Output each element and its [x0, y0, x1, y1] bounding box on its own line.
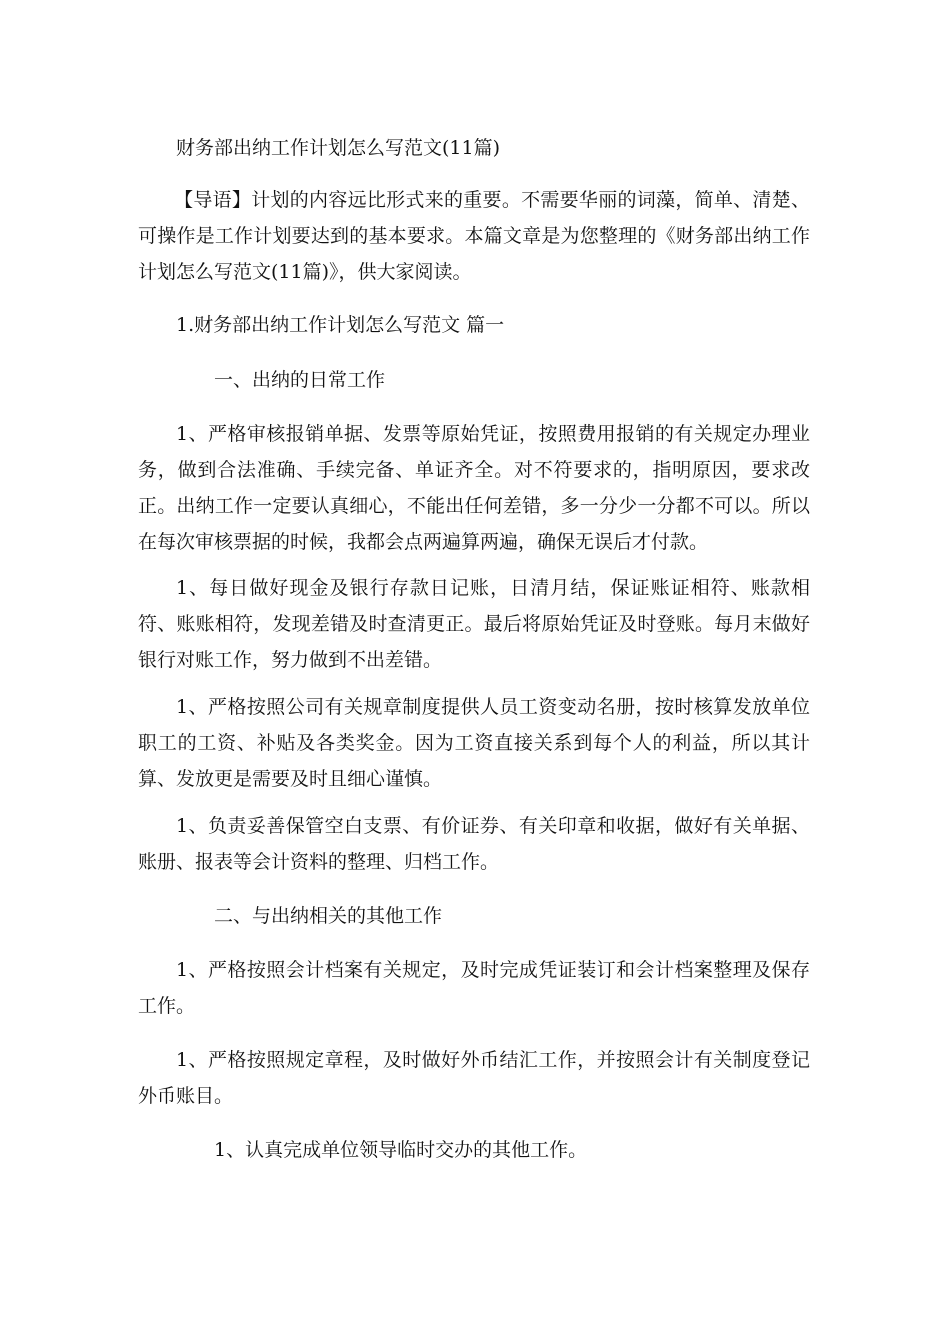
section1-item-2: 1、每日做好现金及银行存款日记账，日清月结，保证账证相符、账款相符、账账相符，发现差错及时查清更正。最后将原始凭证及时登账。每月末做好银行对账工作，努力做到不出差错。 — [138, 577, 810, 671]
section2-item-1: 1、严格按照会计档案有关规定，及时完成凭证装订和会计档案整理及保存工作。 — [138, 959, 810, 1017]
section1-item-4: 1、负责妥善保管空白支票、有价证券、有关印章和收据，做好有关单据、账册、报表等会计资料的整理、归档工作。 — [138, 815, 810, 873]
article-heading: 1.财务部出纳工作计划怎么写范文 篇一 — [176, 314, 505, 336]
section2-item-2: 1、严格按照规定章程，及时做好外币结汇工作，并按照会计有关制度登记外币账目。 — [138, 1049, 810, 1107]
section1-item-1: 1、严格审核报销单据、发票等原始凭证，按照费用报销的有关规定办理业务，做到合法准确、手续完备、单证齐全。对不符要求的，指明原因，要求改正。出纳工作一定要认真细心，不能出任何差错，多一分少一分都不可以。所以在每次审核票据的时候，我都会点两遍算两遍，确保无误后才付款。 — [138, 423, 810, 553]
section-heading-1: 一、出纳的日常工作 — [214, 369, 386, 391]
section1-item-3: 1、严格按照公司有关规章制度提供人员工资变动名册，按时核算发放单位职工的工资、补贴及各类奖金。因为工资直接关系到每个人的利益，所以其计算、发放更是需要及时且细心谨慎。 — [138, 696, 810, 790]
section2-item-3: 1、认真完成单位领导临时交办的其他工作。 — [214, 1139, 588, 1161]
intro-paragraph: 【导语】计划的内容远比形式来的重要。不需要华丽的词藻，简单、清楚、可操作是工作计划要达到的基本要求。本篇文章是为您整理的《财务部出纳工作计划怎么写范文(11篇)》，供大家阅读。 — [138, 189, 810, 283]
document-title: 财务部出纳工作计划怎么写范文(11篇) — [176, 137, 501, 159]
section-heading-2: 二、与出纳相关的其他工作 — [214, 905, 443, 927]
